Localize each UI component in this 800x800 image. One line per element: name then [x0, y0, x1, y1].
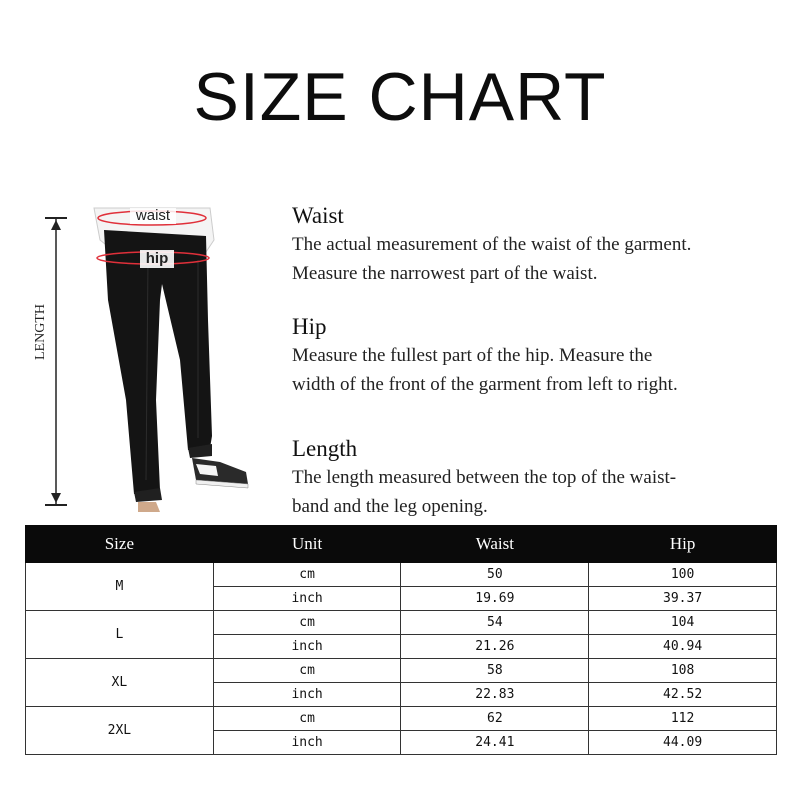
waist-cell: 54 [401, 611, 589, 635]
hip-cell: 40.94 [589, 635, 777, 659]
column-header-hip: Hip [589, 526, 777, 563]
hip-cell: 39.37 [589, 587, 777, 611]
length-axis-label: LENGTH [33, 304, 48, 360]
unit-cell: cm [213, 611, 401, 635]
unit-cell: inch [213, 683, 401, 707]
length-text-line: band and the leg opening. [292, 496, 488, 517]
page-title: SIZE CHART [193, 59, 607, 135]
size-cell: 2XL [26, 707, 214, 755]
waist-cell: 21.26 [401, 635, 589, 659]
table-row [26, 563, 777, 587]
unit-cell: cm [213, 659, 401, 683]
waist-cell: 22.83 [401, 683, 589, 707]
size-cell: M [26, 563, 214, 611]
size-cell: L [26, 611, 214, 659]
length-description [292, 435, 782, 521]
hip-label: hip [145, 250, 169, 267]
size-table [25, 525, 777, 755]
product-figure [20, 200, 260, 520]
length-text-line: The length measured between the top of the waist- [292, 467, 677, 488]
hip-cell: 100 [589, 563, 777, 587]
column-header-unit: Unit [213, 526, 401, 563]
waist-cell: 58 [401, 659, 589, 683]
hip-cell: 42.52 [589, 683, 777, 707]
pants-illustration [20, 200, 260, 520]
hip-heading: Hip [292, 314, 327, 339]
hip-text-line: width of the front of the garment from left to right. [292, 374, 678, 395]
waist-cell: 62 [401, 707, 589, 731]
waist-text-line: Measure the narrowest part of the waist. [292, 263, 598, 284]
table-header-row [26, 526, 777, 563]
table-row [26, 707, 777, 731]
hip-cell: 104 [589, 611, 777, 635]
waist-label: waist [135, 207, 171, 224]
table-row [26, 611, 777, 635]
hip-cell: 112 [589, 707, 777, 731]
waist-cell: 24.41 [401, 731, 589, 755]
column-header-waist: Waist [401, 526, 589, 563]
hip-description [292, 313, 782, 399]
size-cell: XL [26, 659, 214, 707]
length-indicator [45, 218, 67, 505]
column-header-size: Size [26, 526, 214, 563]
unit-cell: cm [213, 707, 401, 731]
unit-cell: inch [213, 731, 401, 755]
table-row [26, 659, 777, 683]
length-heading: Length [292, 436, 358, 461]
waist-heading: Waist [292, 203, 344, 228]
waist-cell: 50 [401, 563, 589, 587]
hip-cell: 44.09 [589, 731, 777, 755]
unit-cell: inch [213, 587, 401, 611]
hip-cell: 108 [589, 659, 777, 683]
shoe [192, 458, 248, 488]
waist-description [292, 202, 782, 288]
unit-cell: cm [213, 563, 401, 587]
unit-cell: inch [213, 635, 401, 659]
waist-cell: 19.69 [401, 587, 589, 611]
waist-text-line: The actual measurement of the waist of the garment. [292, 234, 692, 255]
hip-text-line: Measure the fullest part of the hip. Measure the [292, 345, 653, 366]
